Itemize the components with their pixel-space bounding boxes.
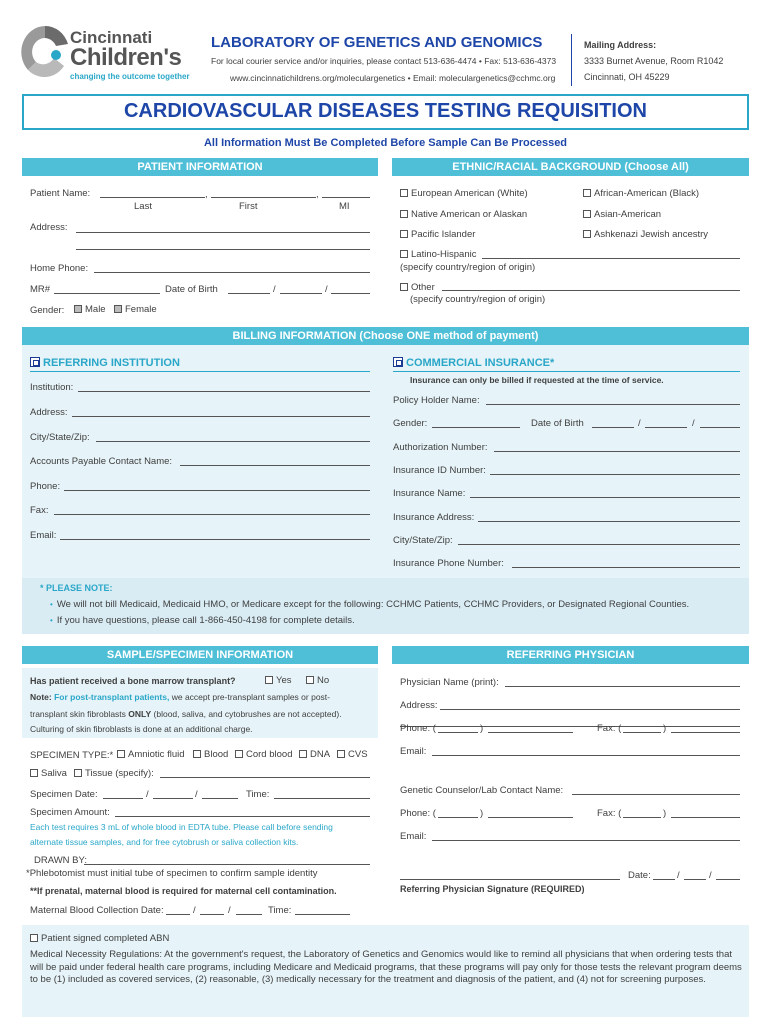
male-checkbox[interactable] xyxy=(74,305,82,313)
tissue-field[interactable] xyxy=(160,777,370,778)
ref-phone-label: Phone: xyxy=(30,481,61,492)
ref-inst-label: REFERRING INSTITUTION xyxy=(43,357,180,369)
ins-id-field[interactable] xyxy=(490,474,740,475)
type-cvs[interactable] xyxy=(337,749,368,760)
checkbox[interactable] xyxy=(193,750,201,758)
ref-city-label: City/State/Zip: xyxy=(30,432,90,443)
mat-slash-2: / xyxy=(228,905,231,916)
dob-slash-1: / xyxy=(273,284,276,295)
ethnic-label: Other xyxy=(411,282,435,293)
abn-checkbox[interactable] xyxy=(30,934,38,942)
type-amniotic[interactable] xyxy=(117,749,185,760)
phys-fax-label: Fax: ( xyxy=(597,723,622,734)
note-text-2: If you have questions, please call 1-866-450-4198 for complete details. xyxy=(56,615,355,626)
ref-address-label: Address: xyxy=(30,407,68,418)
mat-date-year[interactable] xyxy=(236,914,262,915)
phys-phone-field[interactable] xyxy=(488,732,573,733)
gender-female-option[interactable] xyxy=(114,304,157,315)
mat-time-label: Time: xyxy=(268,905,292,916)
phys-fax-area[interactable] xyxy=(623,732,661,733)
gc-email-field[interactable] xyxy=(432,840,740,841)
blood-requirement-1: Each test requires 3 mL of whole blood in EDTA tube. Please call before sending xyxy=(30,822,333,832)
ap-contact-field[interactable] xyxy=(180,465,370,466)
checkbox[interactable] xyxy=(117,750,125,758)
note-line-1 xyxy=(50,599,689,610)
spec-date-year[interactable] xyxy=(202,798,238,799)
type-label: Amniotic fluid xyxy=(128,749,185,760)
ref-address-field[interactable] xyxy=(72,416,370,417)
mat-date-day[interactable] xyxy=(200,914,224,915)
note-rest-1: we accept pre-transplant samples or post- xyxy=(171,692,330,702)
gc-contact-label: Genetic Counselor/Lab Contact Name: xyxy=(400,785,564,796)
ref-phone-field[interactable] xyxy=(64,490,370,491)
no-label: No xyxy=(317,675,330,686)
institution-checkbox[interactable] xyxy=(30,357,40,367)
gc-phone-area[interactable] xyxy=(438,817,478,818)
male-label: Male xyxy=(85,304,106,315)
ins-slash-1: / xyxy=(638,418,641,429)
checkbox[interactable] xyxy=(74,769,82,777)
header-divider xyxy=(571,34,572,86)
checkbox[interactable] xyxy=(400,283,408,291)
ethnic-latino[interactable] xyxy=(400,249,476,260)
ethnic-african[interactable] xyxy=(583,188,699,199)
gender-male-option[interactable] xyxy=(74,304,106,315)
institution-field[interactable] xyxy=(78,391,370,392)
ethnic-label: Ashkenazi Jewish ancestry xyxy=(594,229,709,240)
ins-name-field[interactable] xyxy=(470,497,740,498)
patient-header: PATIENT INFORMATION xyxy=(22,158,378,176)
ref-city-field[interactable] xyxy=(96,441,370,442)
comm-label: COMMERCIAL INSURANCE* xyxy=(406,357,555,369)
other-field[interactable] xyxy=(442,290,740,291)
dob-year-field[interactable] xyxy=(331,293,370,294)
ins-address-label: Insurance Address: xyxy=(393,512,475,523)
address-field-1[interactable] xyxy=(76,232,370,233)
patient-name-label: Patient Name: xyxy=(30,188,91,199)
bmt-no-option[interactable] xyxy=(306,675,329,686)
dob-month-field[interactable] xyxy=(228,293,270,294)
ethnic-native[interactable] xyxy=(400,209,527,220)
ethnic-label: European American (White) xyxy=(411,188,528,199)
logo-line1: Cincinnati xyxy=(70,28,153,47)
type-tissue[interactable] xyxy=(74,768,154,779)
phys-address-field-1[interactable] xyxy=(440,709,740,710)
phys-phone-paren: ) xyxy=(480,723,484,734)
ins-dob-label: Date of Birth xyxy=(531,418,584,429)
checkbox[interactable] xyxy=(299,750,307,758)
phlebotomist-note: *Phlebotomist must initial tube of specimen to confirm sample identity xyxy=(26,868,318,879)
ins-address-field[interactable] xyxy=(478,521,740,522)
ref-email-field[interactable] xyxy=(60,539,370,540)
spec-time-label: Time: xyxy=(246,789,270,800)
mi-caption: MI xyxy=(339,201,350,212)
bmt-question: Has patient received a bone marrow transplant? xyxy=(30,676,236,686)
type-dna[interactable] xyxy=(299,749,330,760)
ethnic-european[interactable] xyxy=(400,188,528,199)
phys-address-field-2[interactable] xyxy=(400,726,740,727)
policy-holder-field[interactable] xyxy=(486,404,740,405)
gc-fax-label: Fax: ( xyxy=(597,808,622,819)
web-info: www.cincinnatichildrens.org/moleculargenetics • Email: moleculargenetics@cchmc.org xyxy=(230,73,556,83)
bullet-icon: • xyxy=(50,616,53,625)
ins-city-label: City/State/Zip: xyxy=(393,535,453,546)
signature-field[interactable] xyxy=(400,879,620,880)
ethnic-pacific[interactable] xyxy=(400,229,475,240)
type-saliva[interactable] xyxy=(30,768,67,779)
home-phone-field[interactable] xyxy=(94,272,370,273)
checkbox[interactable] xyxy=(400,189,408,197)
ethnic-ashkenazi[interactable] xyxy=(583,229,708,240)
comma-2: , xyxy=(316,189,319,200)
transplant-note-1 xyxy=(30,692,330,702)
gc-phone-paren: ) xyxy=(480,808,484,819)
type-label: Saliva xyxy=(41,768,67,779)
ins-name-label: Insurance Name: xyxy=(393,488,466,499)
mr-field[interactable] xyxy=(54,293,160,294)
ins-city-field[interactable] xyxy=(458,544,740,545)
sig-date-label: Date: xyxy=(628,870,651,881)
ethnic-label: Latino-Hispanic xyxy=(411,249,477,260)
abn-label: Patient signed completed ABN xyxy=(41,933,170,944)
ethnic-label: Native American or Alaskan xyxy=(411,209,528,220)
type-cord-blood[interactable] xyxy=(235,749,292,760)
logo xyxy=(20,22,200,84)
note-rest-2a: transplant skin fibroblasts xyxy=(30,709,126,719)
transplant-note-3: Culturing of skin fibroblasts is done at an additional charge. xyxy=(30,724,253,734)
logo-mark-icon xyxy=(20,22,70,82)
logo-tagline: changing the outcome together xyxy=(70,72,190,81)
logo-line2: Children's xyxy=(70,44,182,71)
mat-time-field[interactable] xyxy=(295,914,350,915)
note-label: * PLEASE NOTE: xyxy=(40,583,113,593)
gc-fax-paren: ) xyxy=(663,808,667,819)
home-phone-label: Home Phone: xyxy=(30,263,89,274)
gc-phone-field[interactable] xyxy=(488,817,573,818)
specimen-date-label: Specimen Date: xyxy=(30,789,98,800)
maternal-date-label: Maternal Blood Collection Date: xyxy=(30,905,164,916)
checkbox[interactable] xyxy=(337,750,345,758)
first-caption: First xyxy=(239,201,258,212)
spec-date-month[interactable] xyxy=(103,798,143,799)
comma-1: , xyxy=(205,189,208,200)
patient-mi-field[interactable] xyxy=(322,197,370,198)
specimen-type-label: SPECIMEN TYPE:* xyxy=(30,750,114,761)
gc-email-label: Email: xyxy=(400,831,427,842)
gender-label: Gender: xyxy=(30,305,65,316)
ref-fax-field[interactable] xyxy=(54,514,370,515)
note-only: ONLY xyxy=(128,709,152,719)
spec-slash-1: / xyxy=(146,789,149,800)
latino-field[interactable] xyxy=(482,258,740,259)
sig-date-month[interactable] xyxy=(653,879,675,880)
dob-label: Date of Birth xyxy=(165,284,218,295)
lab-title: LABORATORY OF GENETICS AND GENOMICS xyxy=(211,34,543,51)
dob-slash-2: / xyxy=(325,284,328,295)
phys-email-label: Email: xyxy=(400,746,427,757)
female-label: Female xyxy=(125,304,157,315)
insurance-checkbox[interactable] xyxy=(393,357,403,367)
ethnic-label: Pacific Islander xyxy=(411,229,476,240)
ethnic-other[interactable] xyxy=(400,282,435,293)
sig-slash-1: / xyxy=(677,870,680,881)
last-caption: Last xyxy=(134,201,152,212)
phys-fax-field[interactable] xyxy=(671,732,740,733)
spec-amount-field[interactable] xyxy=(115,816,370,817)
referring-institution-option[interactable] xyxy=(30,357,180,369)
ap-contact-label: Accounts Payable Contact Name: xyxy=(30,456,173,467)
ins-phone-field[interactable] xyxy=(512,567,740,568)
type-label: CVS xyxy=(348,749,368,760)
drawn-by-label: DRAWN BY: xyxy=(34,855,87,866)
commercial-insurance-option[interactable] xyxy=(393,357,554,369)
note-teal: For post-transplant patients, xyxy=(54,692,170,702)
physician-header: REFERRING PHYSICIAN xyxy=(392,646,749,664)
ins-gender-field[interactable] xyxy=(432,427,520,428)
phys-address-label: Address: xyxy=(400,700,438,711)
other-note: (specify country/region of origin) xyxy=(410,294,546,305)
spec-date-day[interactable] xyxy=(153,798,193,799)
ins-gender-label: Gender: xyxy=(393,418,428,429)
drawn-by-field[interactable] xyxy=(84,864,370,865)
medical-necessity-text: Medical Necessity Regulations: At the government's request, the Laboratory of Genetics and Genomics would like to remind all physicians that when ordering tests that will be paid under federal health care programs, including Medicare and Medicaid programs, that these programs will pay only for those tests the relevant program deems to be (1) included as covered services, (2) reasonable, (3) medically necessary for the treatment and diagnosis of the patient, and (4) not for screening purposes. xyxy=(30,949,742,985)
checkbox[interactable] xyxy=(400,250,408,258)
comm-note: Insurance can only be billed if requested at the time of service. xyxy=(410,375,664,385)
checkbox[interactable] xyxy=(400,210,408,218)
phys-phone-label: Phone: ( xyxy=(400,723,436,734)
bmt-yes-option[interactable] xyxy=(265,675,292,686)
spec-slash-2: / xyxy=(195,789,198,800)
gc-contact-field[interactable] xyxy=(572,794,740,795)
auth-number-field[interactable] xyxy=(494,451,740,452)
ins-slash-2: / xyxy=(692,418,695,429)
address-label: Address: xyxy=(30,222,68,233)
type-label: Cord blood xyxy=(246,749,293,760)
abn-option[interactable] xyxy=(30,933,169,944)
ins-dob-year[interactable] xyxy=(700,427,740,428)
ref-fax-label: Fax: xyxy=(30,505,49,516)
ethnic-asian[interactable] xyxy=(583,209,661,220)
yes-label: Yes xyxy=(276,675,292,686)
ins-phone-label: Insurance Phone Number: xyxy=(393,558,504,569)
phys-phone-area[interactable] xyxy=(438,732,478,733)
mail-label: Mailing Address: xyxy=(584,40,657,50)
comm-underline xyxy=(393,371,740,372)
institution-label: Institution: xyxy=(30,382,74,393)
mat-date-month[interactable] xyxy=(166,914,190,915)
phys-email-field[interactable] xyxy=(432,755,740,756)
checkbox[interactable] xyxy=(583,210,591,218)
dob-day-field[interactable] xyxy=(280,293,322,294)
checkbox[interactable] xyxy=(30,769,38,777)
address-field-2[interactable] xyxy=(76,249,370,250)
billing-header: BILLING INFORMATION (Choose ONE method of payment) xyxy=(22,327,749,345)
patient-first-field[interactable] xyxy=(211,197,316,198)
sample-header: SAMPLE/SPECIMEN INFORMATION xyxy=(22,646,378,664)
sig-slash-2: / xyxy=(709,870,712,881)
female-checkbox[interactable] xyxy=(114,305,122,313)
ethnic-label: African-American (Black) xyxy=(594,188,700,199)
type-blood[interactable] xyxy=(193,749,228,760)
note-text-1: We will not bill Medicaid, Medicaid HMO, or Medicare except for the following: CCHMC Patients, CCHMC Providers, or Designated Regional Counties. xyxy=(56,599,690,610)
blood-requirement-2: alternate tissue samples, and for free cytobrush or saliva collection kits. xyxy=(30,837,299,847)
ref-email-label: Email: xyxy=(30,530,57,541)
signature-caption: Referring Physician Signature (REQUIRED) xyxy=(400,884,585,894)
latino-note: (specify country/region of origin) xyxy=(400,262,536,273)
ethnic-header: ETHNIC/RACIAL BACKGROUND (Choose All) xyxy=(392,158,749,176)
spec-time-field[interactable] xyxy=(274,798,370,799)
checkbox[interactable] xyxy=(400,230,408,238)
physician-name-label: Physician Name (print): xyxy=(400,677,499,688)
courier-info: For local courier service and/or inquiries, please contact 513-636-4474 • Fax: 513-636-4373 xyxy=(211,56,557,66)
page-title: CARDIOVASCULAR DISEASES TESTING REQUISITION xyxy=(123,100,647,122)
ethnic-label: Asian-American xyxy=(594,209,662,220)
specimen-amount-label: Specimen Amount: xyxy=(30,807,110,818)
mat-slash-1: / xyxy=(193,905,196,916)
phys-fax-paren: ) xyxy=(663,723,667,734)
sig-date-day[interactable] xyxy=(684,879,706,880)
checkbox[interactable] xyxy=(235,750,243,758)
gc-fax-area[interactable] xyxy=(623,817,661,818)
no-checkbox[interactable] xyxy=(306,676,314,684)
mr-label: MR# xyxy=(30,284,51,295)
yes-checkbox[interactable] xyxy=(265,676,273,684)
bullet-icon: • xyxy=(50,600,53,609)
physician-name-field[interactable] xyxy=(505,686,740,687)
page-subtitle: All Information Must Be Completed Before Sample Can Be Processed xyxy=(203,137,568,149)
prenatal-note: **If prenatal, maternal blood is required for maternal cell contamination. xyxy=(30,886,337,896)
sig-date-year[interactable] xyxy=(716,879,740,880)
patient-last-field[interactable] xyxy=(100,197,205,198)
type-label: Blood xyxy=(204,749,229,760)
checkbox[interactable] xyxy=(583,189,591,197)
checkbox[interactable] xyxy=(583,230,591,238)
type-label: Tissue (specify): xyxy=(85,768,154,779)
type-label: DNA xyxy=(310,749,331,760)
ins-dob-month[interactable] xyxy=(592,427,634,428)
mail-line1: 3333 Burnet Avenue, Room R1042 xyxy=(584,56,724,66)
note-bold: Note: xyxy=(30,692,52,702)
transplant-note-2 xyxy=(30,709,342,719)
gc-fax-field[interactable] xyxy=(671,817,740,818)
gc-phone-label: Phone: ( xyxy=(400,808,436,819)
ins-id-label: Insurance ID Number: xyxy=(393,465,486,476)
ref-inst-underline xyxy=(30,371,370,372)
ins-dob-day[interactable] xyxy=(645,427,687,428)
note-line-2 xyxy=(50,615,355,626)
auth-number-label: Authorization Number: xyxy=(393,442,488,453)
mail-line2: Cincinnati, OH 45229 xyxy=(584,72,670,82)
note-rest-2b: (blood, saliva, and cytobrushes are not accepted). xyxy=(153,709,342,719)
policy-holder-label: Policy Holder Name: xyxy=(393,395,480,406)
